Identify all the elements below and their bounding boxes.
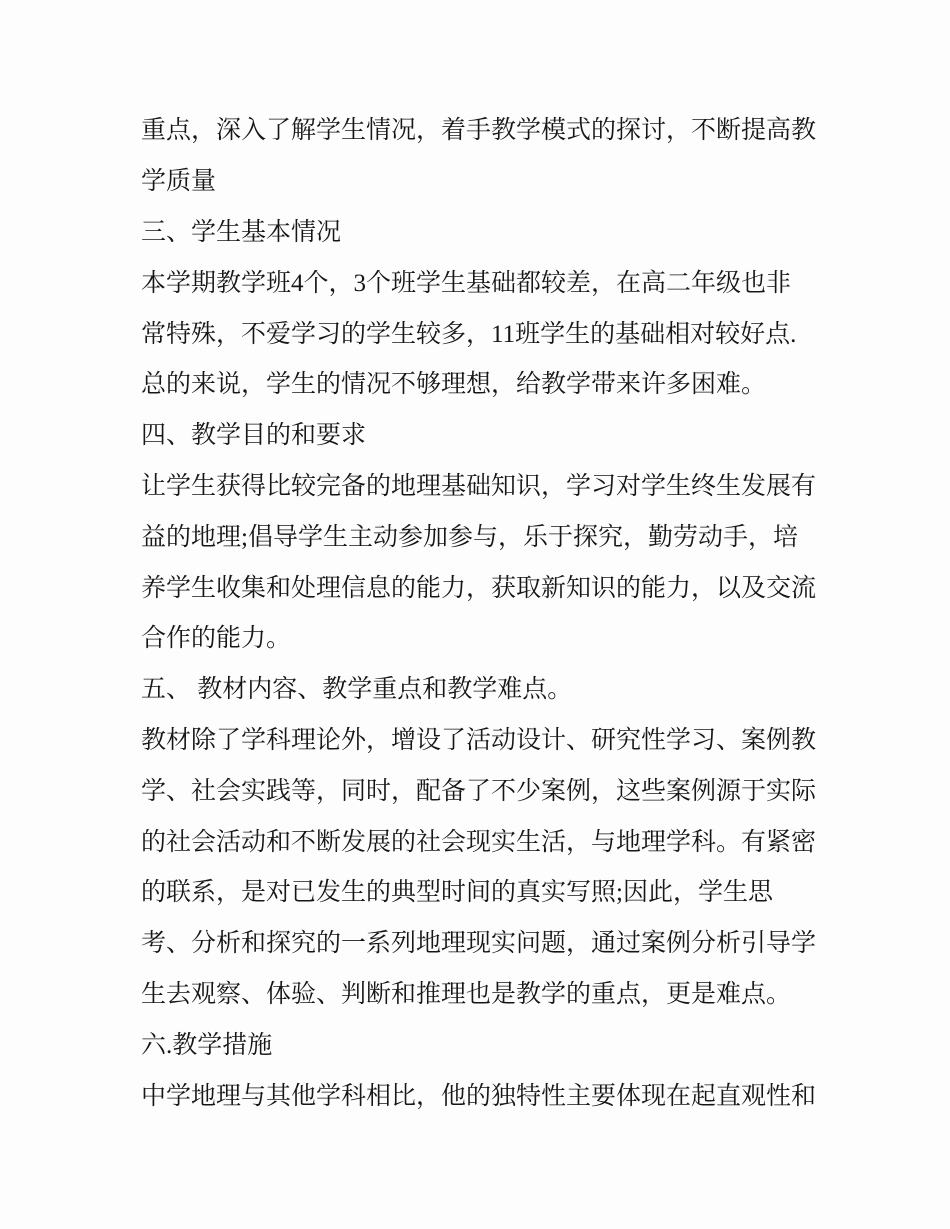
text-line: 的社会活动和不断发展的社会现实生活，与地理学科。有紧密 xyxy=(141,828,817,856)
text-line: 生去观察、体验、判断和推理也是教学的重点，更是难点。 xyxy=(141,980,792,1008)
text-block xyxy=(141,103,841,1119)
text-line: 本学期教学班4个，3个班学生基础都较差，在高二年级也非 xyxy=(141,269,792,297)
section-heading-3: 三、学生基本情况 xyxy=(141,218,342,246)
text-line: 考、分析和探究的一系列地理现实问题，通过案例分析引导学 xyxy=(141,930,817,958)
text-line: 常特殊，不爱学习的学生较多，11班学生的基础相对较好点. xyxy=(141,320,797,348)
text-line: 益的地理;倡导学生主动参加参与，乐于探究，勤劳动手，培 xyxy=(141,523,798,551)
text-line: 学、社会实践等，同时，配备了不少案例，这些案例源于实际 xyxy=(141,777,817,805)
text-line: 让学生获得比较完备的地理基础知识，学习对学生终生发展有 xyxy=(141,472,817,500)
text-line: 的联系，是对已发生的典型时间的真实写照;因此，学生思 xyxy=(141,879,773,907)
section-heading-6: 六.教学措施 xyxy=(141,1031,273,1059)
text-line: 教材除了学科理论外，增设了活动设计、研究性学习、案例教 xyxy=(141,726,817,754)
section-heading-5: 五、 教材内容、教学重点和教学难点。 xyxy=(141,676,573,704)
text-line: 合作的能力。 xyxy=(141,625,292,653)
text-line: 重点，深入了解学生情况，着手教学模式的探讨，不断提高教 xyxy=(141,117,817,145)
text-line: 养学生收集和处理信息的能力，获取新知识的能力，以及交流 xyxy=(141,574,817,602)
text-line: 总的来说，学生的情况不够理想，给教学带来许多困难。 xyxy=(141,371,767,399)
text-line: 学质量 xyxy=(141,168,217,196)
section-heading-4: 四、教学目的和要求 xyxy=(141,422,367,450)
text-line: 中学地理与其他学科相比，他的独特性主要体现在起直观性和 xyxy=(141,1082,817,1110)
